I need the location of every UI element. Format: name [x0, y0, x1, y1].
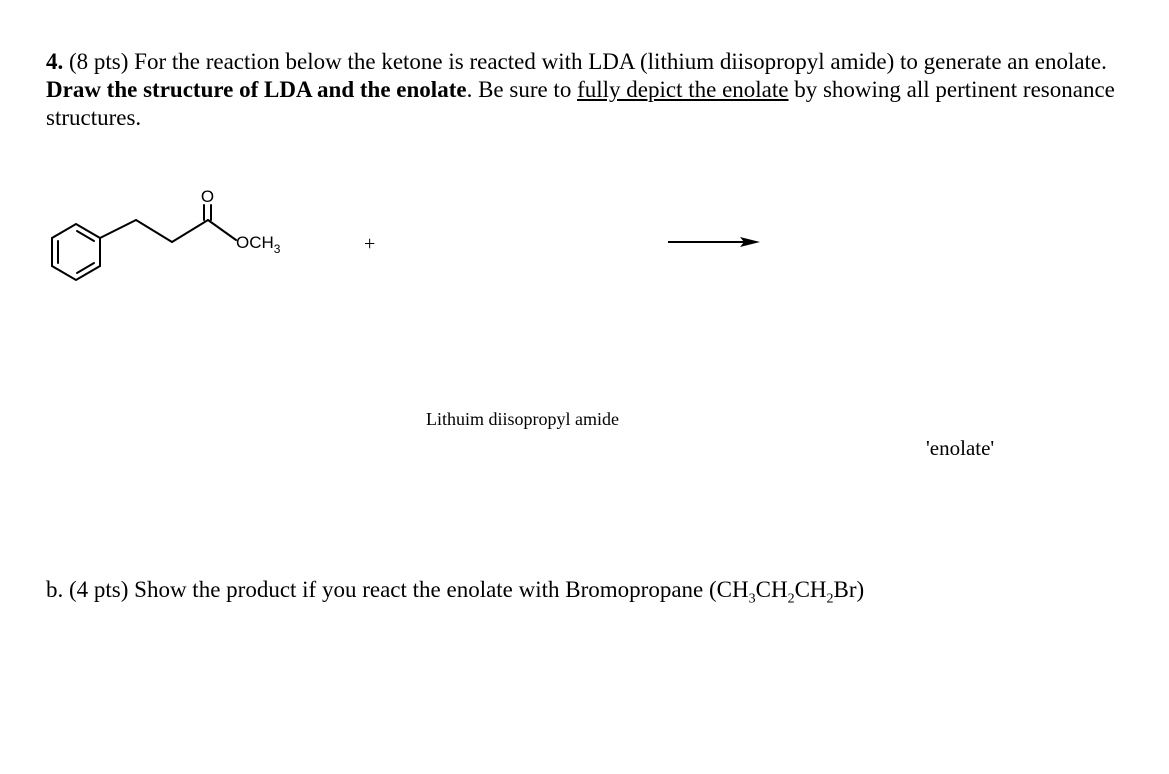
oxygen-label: O [200, 187, 215, 206]
methoxy-subscript: 3 [273, 242, 281, 256]
reaction-arrow [664, 234, 764, 250]
plus-sign: + [364, 233, 376, 255]
question-middle: . Be sure to [466, 77, 578, 102]
formula-sub-3: 2 [826, 591, 834, 607]
enolate-label: 'enolate' [926, 436, 995, 460]
formula-mid-2: CH [794, 577, 827, 602]
question-b-prefix: b. (4 pts) Show the product if you react the enolate with Bromopropane (CH [46, 577, 749, 602]
formula-sub-1: 3 [748, 591, 756, 607]
question-b-text [46, 576, 865, 607]
question-intro: (8 pts) For the reaction below the ketone is reacted with LDA (lithium diisopropyl amide) to generate an enolate. [63, 49, 1107, 74]
chain-bond-4 [208, 220, 236, 240]
formula-sub-2: 2 [787, 591, 795, 607]
question-number: 4. [46, 49, 64, 74]
methoxy-text: OCH [236, 233, 274, 252]
chain-bond-2 [136, 220, 172, 242]
ketone-structure [40, 180, 310, 300]
formula-mid-1: CH [755, 577, 788, 602]
question-4-text [46, 48, 1136, 132]
question-end: by showing all pertinent resonance structures. [46, 77, 1115, 130]
bold-instruction: Draw the structure of LDA and the enolate [46, 77, 467, 102]
benzene-ring [52, 224, 100, 280]
lda-label: Lithuim diisopropyl amide [426, 409, 619, 429]
chain-bond-3 [172, 220, 208, 242]
chain-bond-1 [100, 220, 136, 238]
question-b-suffix: Br) [833, 577, 865, 602]
underlined-instruction: fully depict the enolate [577, 77, 789, 102]
methoxy-label [236, 233, 281, 256]
